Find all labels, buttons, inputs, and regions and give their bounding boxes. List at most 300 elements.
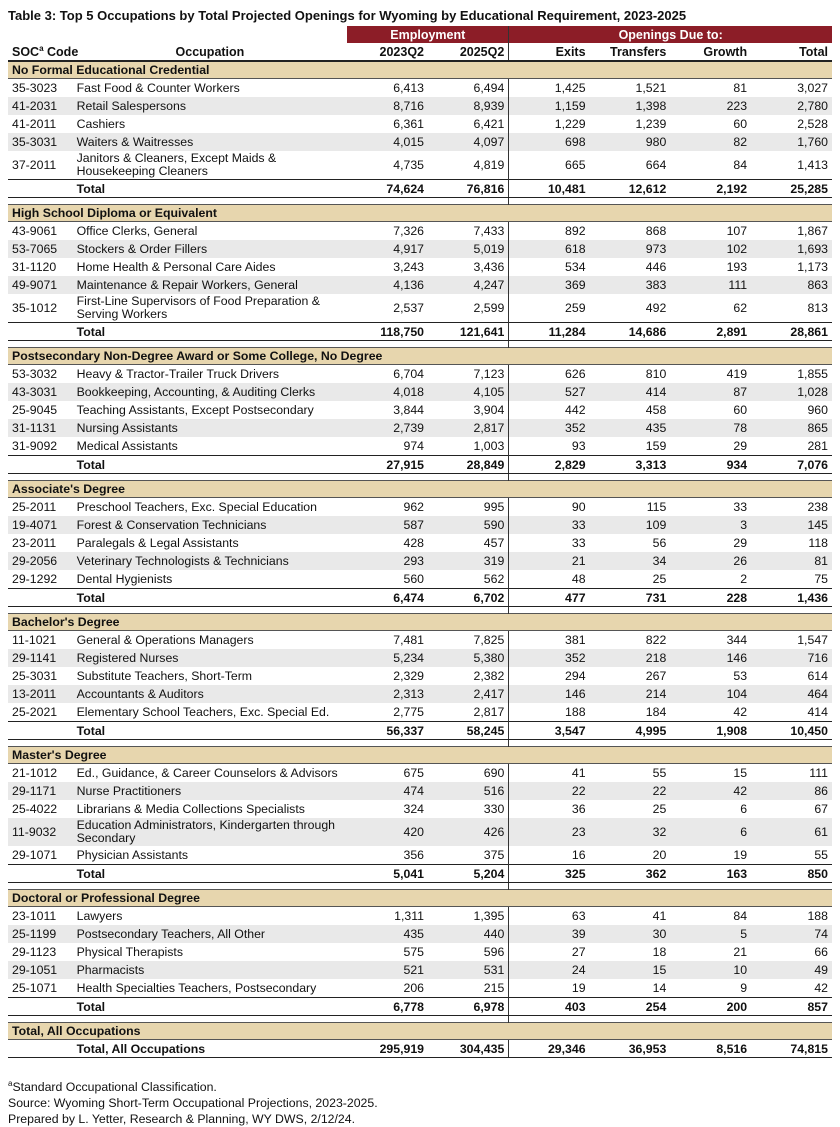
value-e2023: 587	[347, 516, 428, 534]
value-exits: 442	[509, 401, 590, 419]
total-exits: 10,481	[509, 180, 590, 198]
occupation-name: Fast Food & Counter Workers	[76, 80, 240, 95]
footnote-prepared: Prepared by L. Yetter, Research & Planning, WY DWS, 2/12/24.	[8, 1112, 356, 1127]
footnote-source: Source: Wyoming Short-Term Occupational Projections, 2023-2025.	[8, 1096, 378, 1111]
value-total: 1,413	[797, 158, 828, 172]
soc-code: 29-1071	[12, 848, 58, 862]
total-exits: 3,547	[509, 722, 590, 740]
soc-code: 19-4071	[8, 516, 73, 534]
total-transfers: 3,313	[590, 456, 671, 474]
value-exits: 33	[509, 516, 590, 534]
value-e2025: 2,817	[473, 705, 505, 719]
value-transfers: 184	[645, 705, 667, 719]
value-growth: 78	[670, 419, 751, 437]
value-e2023: 3,844	[393, 403, 425, 417]
total-e2023: 118,750	[347, 323, 428, 341]
value-exits: 626	[509, 365, 590, 384]
value-e2025: 7,123	[473, 367, 505, 381]
value-transfers: 109	[590, 516, 671, 534]
value-total: 67	[814, 802, 828, 816]
table-row	[8, 151, 832, 180]
value-e2023: 575	[403, 945, 425, 959]
section-title: No Formal Educational Credential	[8, 61, 832, 79]
total-e2025: 121,641	[428, 323, 509, 341]
value-e2025: 590	[428, 516, 509, 534]
value-total: 1,867	[797, 224, 828, 238]
value-growth: 193	[726, 260, 748, 274]
value-total: 1,547	[797, 633, 828, 647]
section-header-row	[8, 481, 832, 498]
value-exits: 36	[509, 800, 590, 818]
occupation-name: Librarians & Media Collections Specialists	[76, 801, 305, 816]
value-e2025: 4,819	[473, 158, 505, 172]
total-e2023: 74,624	[347, 180, 428, 198]
value-transfers: 1,398	[590, 97, 671, 115]
soc-code: 25-3031	[12, 669, 58, 683]
table-row	[8, 79, 832, 98]
value-transfers: 973	[590, 240, 671, 258]
value-transfers: 1,239	[635, 117, 667, 131]
value-transfers: 18	[652, 945, 667, 959]
value-total: 55	[814, 848, 828, 862]
value-exits: 294	[509, 667, 590, 685]
value-total: 614	[807, 669, 828, 683]
value-growth: 60	[733, 117, 748, 131]
value-transfers: 435	[590, 419, 671, 437]
table-row	[8, 294, 832, 323]
table-row	[8, 979, 832, 998]
value-e2023: 6,704	[393, 367, 425, 381]
total-transfers: 254	[590, 998, 671, 1016]
value-e2023: 1,311	[394, 909, 425, 923]
occupation-name: Dental Hygienists	[76, 571, 173, 586]
occupation-name: Physician Assistants	[76, 847, 189, 862]
total-e2023: 6,474	[347, 589, 428, 607]
table-row	[8, 703, 832, 722]
value-exits: 23	[509, 818, 590, 846]
value-e2023: 2,775	[393, 705, 425, 719]
value-e2025: 319	[428, 552, 509, 570]
occupation-name: Elementary School Teachers, Exc. Special Ed.	[76, 704, 330, 719]
value-total: 716	[751, 649, 832, 667]
table-row	[8, 685, 832, 703]
value-total: 1,173	[797, 260, 828, 274]
total-transfers: 362	[590, 865, 671, 883]
employment-group-header: Employment	[347, 26, 509, 43]
section-header-row	[8, 1023, 832, 1040]
value-exits: 33	[509, 534, 590, 552]
value-growth: 107	[726, 224, 748, 238]
table-row	[8, 365, 832, 384]
value-e2023: 521	[347, 961, 428, 979]
occupation-name: Stockers & Order Fillers	[73, 240, 348, 258]
occupation-name: Cashiers	[76, 116, 126, 131]
total-e2025: 58,245	[428, 722, 509, 740]
table-row	[8, 961, 832, 979]
value-e2025: 457	[483, 536, 505, 550]
total-row	[8, 323, 832, 341]
soc-code: 31-1131	[8, 419, 73, 437]
table-row	[8, 115, 832, 133]
value-growth: 6	[740, 802, 748, 816]
value-e2025: 7,825	[473, 633, 505, 647]
occupation-name: Physical Therapists	[76, 944, 184, 959]
occupation-name: Veterinary Technologists & Technicians	[73, 552, 348, 570]
value-e2023: 3,243	[393, 260, 425, 274]
occupation-name: Retail Salespersons	[73, 97, 348, 115]
value-total: 75	[814, 572, 828, 586]
value-transfers: 25	[652, 572, 667, 586]
value-e2025: 4,097	[428, 133, 509, 151]
table-row	[8, 516, 832, 534]
value-growth: 87	[670, 383, 751, 401]
value-e2025: 596	[483, 945, 505, 959]
total-growth: 200	[670, 998, 751, 1016]
value-e2025: 516	[428, 782, 509, 800]
value-transfers: 446	[645, 260, 667, 274]
total-e2023: 27,915	[347, 456, 428, 474]
soc-code: 29-1171	[8, 782, 73, 800]
value-exits: 93	[509, 437, 590, 456]
occupation-name: Paralegals & Legal Assistants	[76, 535, 239, 550]
value-e2025: 215	[483, 981, 505, 995]
value-exits: 41	[509, 764, 590, 783]
value-transfers: 868	[645, 224, 667, 238]
occupation-name: Forest & Conservation Technicians	[73, 516, 348, 534]
value-exits: 39	[509, 925, 590, 943]
value-e2023: 4,015	[347, 133, 428, 151]
value-growth: 2	[740, 572, 748, 586]
soc-code: 29-1141	[8, 649, 73, 667]
value-total: 414	[807, 705, 828, 719]
footnote-soc: $^a$Standard Occupational Classification.	[8, 1079, 217, 1095]
value-e2023: 206	[403, 981, 425, 995]
value-total: 61	[751, 818, 832, 846]
occupation-name: Health Specialties Teachers, Postsecondary	[76, 980, 317, 995]
transfers-header: Transfers	[590, 43, 671, 61]
table-row	[8, 401, 832, 419]
value-e2023: 474	[347, 782, 428, 800]
value-transfers: 458	[645, 403, 667, 417]
value-e2025: 8,939	[428, 97, 509, 115]
soc-code: 35-3031	[8, 133, 73, 151]
value-growth: 42	[733, 705, 748, 719]
value-transfers: 30	[590, 925, 671, 943]
value-total: 1,028	[751, 383, 832, 401]
value-total: 2,528	[797, 117, 828, 131]
value-growth: 146	[670, 649, 751, 667]
value-exits: 618	[509, 240, 590, 258]
total-label: Total	[73, 456, 348, 474]
section-spacer	[8, 607, 832, 614]
total-row	[8, 722, 832, 740]
total-row	[8, 865, 832, 883]
occupation-name: Office Clerks, General	[76, 223, 198, 238]
section-title: Master's Degree	[8, 747, 832, 764]
soc-code: 29-1292	[12, 572, 58, 586]
value-e2025: 3,436	[473, 260, 505, 274]
value-growth: 5	[670, 925, 751, 943]
soc-code: 23-1011	[12, 909, 57, 923]
total-total: 7,076	[751, 456, 832, 474]
value-exits: 21	[509, 552, 590, 570]
value-exits: 48	[509, 570, 590, 589]
total-total: 28,861	[751, 323, 832, 341]
column-header-row	[8, 43, 832, 61]
occupation-name: Lawyers	[76, 908, 123, 923]
soc-code: 25-2011	[12, 500, 57, 514]
value-transfers: 14	[652, 981, 667, 995]
value-total: 3,027	[797, 81, 828, 95]
occupation-name: Nurse Practitioners	[73, 782, 348, 800]
value-exits: 534	[509, 258, 590, 276]
table-row	[8, 800, 832, 818]
total-growth: 228	[670, 589, 751, 607]
value-transfers: 115	[646, 500, 667, 514]
total-label: Total	[73, 589, 348, 607]
value-growth: 21	[733, 945, 748, 959]
value-transfers: 159	[645, 439, 667, 453]
value-e2025: 330	[483, 802, 505, 816]
occupation-name: Home Health & Personal Care Aides	[76, 259, 276, 274]
value-e2023: 2,313	[347, 685, 428, 703]
value-total: 188	[807, 909, 828, 923]
value-e2025: 4,247	[428, 276, 509, 294]
table-row	[8, 258, 832, 276]
value-growth: 6	[670, 818, 751, 846]
value-exits: 63	[509, 907, 590, 926]
total-growth: 1,908	[670, 722, 751, 740]
occupation-name: Education Administrators, Kindergarten through Secondary	[73, 818, 348, 846]
section-header-row	[8, 747, 832, 764]
footnotes	[8, 1076, 832, 1127]
table-row	[8, 498, 832, 517]
soc-code: 31-1120	[12, 260, 57, 274]
soc-code-header: SOC$^a$ Code	[8, 43, 73, 61]
value-e2023: 974	[403, 439, 425, 453]
value-growth: 15	[733, 766, 748, 780]
value-e2025: 5,380	[428, 649, 509, 667]
value-growth: 81	[733, 81, 748, 95]
value-e2025: 440	[428, 925, 509, 943]
value-e2025: 4,105	[428, 383, 509, 401]
soc-code: 25-1071	[12, 981, 58, 995]
section-spacer	[8, 883, 832, 890]
section-spacer	[8, 1016, 832, 1023]
value-e2025: 690	[483, 766, 505, 780]
table-row	[8, 240, 832, 258]
value-growth: 104	[670, 685, 751, 703]
value-transfers: 214	[590, 685, 671, 703]
occupation-name: General & Operations Managers	[76, 632, 254, 647]
occupation-name: Pharmacists	[73, 961, 348, 979]
table-title: Table 3: Top 5 Occupations by Total Projected Openings for Wyoming by Educational Requirement, 2023-2025	[8, 8, 687, 23]
soc-code: 43-3031	[8, 383, 73, 401]
table-row	[8, 764, 832, 783]
value-growth: 60	[733, 403, 748, 417]
total-e2023: 5,041	[347, 865, 428, 883]
soc-code: 49-9071	[8, 276, 73, 294]
value-exits: 352	[509, 419, 590, 437]
value-e2023: 7,326	[393, 224, 425, 238]
total-transfers: 12,612	[590, 180, 671, 198]
total-row	[8, 589, 832, 607]
total-transfers: 4,995	[590, 722, 671, 740]
occupation-name: Medical Assistants	[76, 438, 178, 453]
soc-code: 41-2031	[8, 97, 73, 115]
value-e2023: 2,537	[393, 301, 425, 315]
value-e2023: 6,361	[393, 117, 425, 131]
table-row	[8, 276, 832, 294]
value-e2025: 7,433	[473, 224, 505, 238]
value-transfers: 20	[652, 848, 667, 862]
occupation-name: Janitors & Cleaners, Except Maids & Housekeeping Cleaners	[76, 151, 277, 178]
value-transfers: 822	[645, 633, 667, 647]
value-e2025: 2,417	[428, 685, 509, 703]
soc-code: 23-2011	[12, 536, 57, 550]
value-growth: 111	[670, 276, 751, 294]
value-transfers: 980	[590, 133, 671, 151]
total-transfers: 36,953	[590, 1040, 671, 1058]
value-e2025: 531	[428, 961, 509, 979]
value-total: 1,693	[751, 240, 832, 258]
occupation-name: Ed., Guidance, & Career Counselors & Advisors	[76, 765, 338, 780]
value-e2023: 4,018	[347, 383, 428, 401]
header-group-row	[8, 26, 832, 43]
value-growth: 3	[670, 516, 751, 534]
value-total: 960	[807, 403, 828, 417]
value-e2023: 435	[347, 925, 428, 943]
total-growth: 2,891	[670, 323, 751, 341]
total-total: 25,285	[751, 180, 832, 198]
value-exits: 1,425	[509, 79, 590, 98]
soc-code: 31-9092	[12, 439, 58, 453]
section-title: Postsecondary Non-Degree Award or Some College, No Degree	[8, 348, 832, 365]
value-exits: 259	[509, 294, 590, 323]
value-transfers: 664	[645, 158, 667, 172]
total-label: Total	[73, 323, 348, 341]
value-e2023: 324	[403, 802, 425, 816]
exits-header: Exits	[509, 43, 590, 61]
table-row	[8, 907, 832, 926]
total-exits: 11,284	[509, 323, 590, 341]
section-title: Bachelor's Degree	[8, 614, 832, 631]
table-row	[8, 570, 832, 589]
table-row	[8, 846, 832, 865]
occupations-table	[8, 26, 832, 1058]
table-row	[8, 222, 832, 241]
soc-code: 35-1012	[12, 301, 58, 315]
total-total: 10,450	[751, 722, 832, 740]
soc-code: 25-4022	[12, 802, 58, 816]
value-growth: 82	[670, 133, 751, 151]
table-row	[8, 649, 832, 667]
total-transfers: 731	[590, 589, 671, 607]
section-spacer	[8, 740, 832, 747]
value-e2023: 420	[347, 818, 428, 846]
value-transfers: 41	[652, 909, 667, 923]
soc-code: 35-3023	[12, 81, 58, 95]
section-spacer	[8, 474, 832, 481]
value-e2023: 4,136	[347, 276, 428, 294]
value-growth: 19	[733, 848, 748, 862]
table-row	[8, 667, 832, 685]
total-e2025: 76,816	[428, 180, 509, 198]
value-e2025: 426	[428, 818, 509, 846]
total-growth: 163	[670, 865, 751, 883]
total-e2025: 5,204	[428, 865, 509, 883]
value-e2025: 6,421	[473, 117, 505, 131]
occupation-name: Waiters & Waitresses	[73, 133, 348, 151]
value-total: 145	[751, 516, 832, 534]
total-total: 1,436	[751, 589, 832, 607]
soc-code: 25-1199	[8, 925, 73, 943]
value-transfers: 414	[590, 383, 671, 401]
occupation-name: Maintenance & Repair Workers, General	[73, 276, 348, 294]
total-exits: 477	[509, 589, 590, 607]
total-e2023: 6,778	[347, 998, 428, 1016]
value-transfers: 34	[590, 552, 671, 570]
value-exits: 188	[509, 703, 590, 722]
soc-code: 41-2011	[12, 117, 57, 131]
value-total: 49	[751, 961, 832, 979]
value-e2023: 5,234	[347, 649, 428, 667]
value-total: 1,760	[751, 133, 832, 151]
value-exits: 698	[509, 133, 590, 151]
growth-header: Growth	[670, 43, 751, 61]
value-growth: 9	[740, 981, 748, 995]
value-e2025: 1,395	[473, 909, 505, 923]
value-total: 865	[751, 419, 832, 437]
soc-code: 29-1123	[12, 945, 57, 959]
value-exits: 19	[509, 979, 590, 998]
value-growth: 29	[733, 439, 748, 453]
value-growth: 26	[670, 552, 751, 570]
section-header-row	[8, 348, 832, 365]
value-total: 813	[807, 301, 828, 315]
table-row	[8, 437, 832, 456]
value-growth: 84	[733, 158, 748, 172]
value-growth: 10	[670, 961, 751, 979]
value-e2025: 3,904	[473, 403, 505, 417]
value-total: 118	[808, 536, 828, 550]
value-e2025: 375	[483, 848, 505, 862]
total-row	[8, 456, 832, 474]
value-transfers: 56	[652, 536, 667, 550]
value-e2023: 675	[403, 766, 425, 780]
value-e2023: 8,716	[347, 97, 428, 115]
total-growth: 934	[670, 456, 751, 474]
value-growth: 62	[733, 301, 748, 315]
value-e2023: 428	[403, 536, 425, 550]
value-transfers: 22	[590, 782, 671, 800]
total-row	[8, 1040, 832, 1058]
value-total: 238	[807, 500, 828, 514]
soc-code: 37-2011	[12, 158, 57, 172]
occupation-name: Nursing Assistants	[73, 419, 348, 437]
value-growth: 33	[733, 500, 748, 514]
value-exits: 22	[509, 782, 590, 800]
section-spacer	[8, 198, 832, 205]
total-transfers: 14,686	[590, 323, 671, 341]
value-growth: 29	[733, 536, 748, 550]
soc-code: 13-2011	[8, 685, 73, 703]
occupation-name: Substitute Teachers, Short-Term	[76, 668, 253, 683]
table-row	[8, 552, 832, 570]
total-e2025: 6,702	[428, 589, 509, 607]
soc-code: 29-1051	[8, 961, 73, 979]
value-growth: 102	[670, 240, 751, 258]
